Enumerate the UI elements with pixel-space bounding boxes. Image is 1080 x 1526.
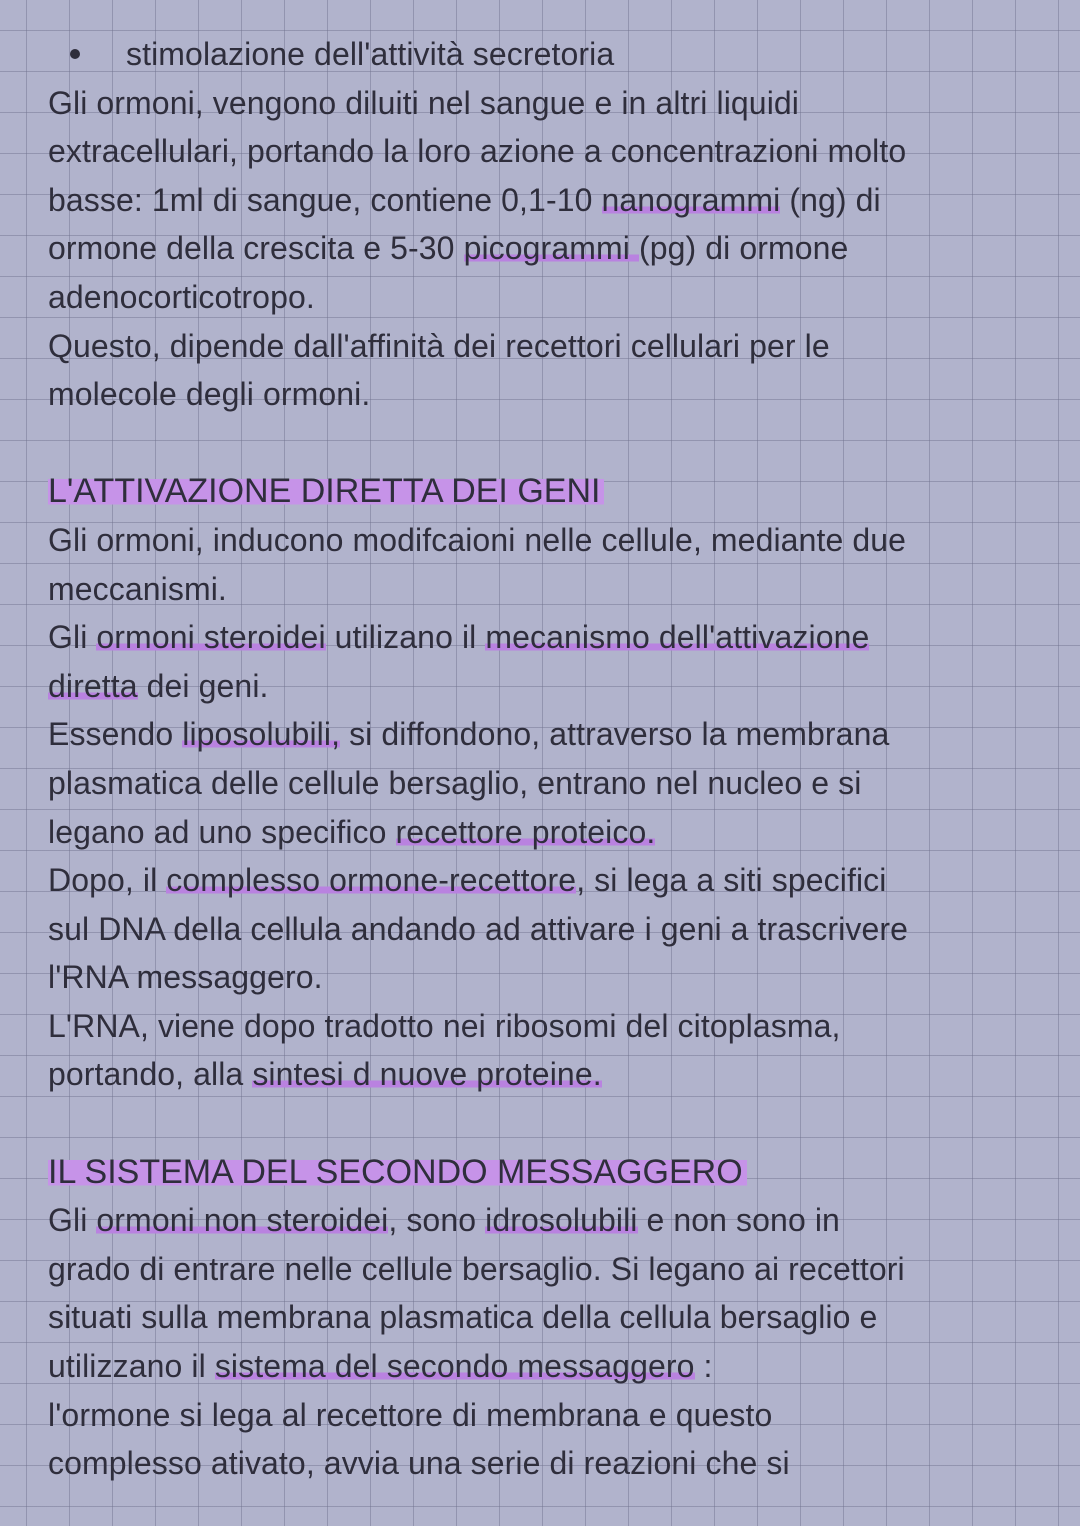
highlighted-term: diretta: [48, 667, 138, 704]
text-line: [48, 565, 1048, 614]
highlighted-term: sistema del secondo messaggero: [214, 1348, 695, 1385]
line-text: e non sono in: [637, 1202, 840, 1239]
text-line: [48, 224, 1048, 273]
text-line: [48, 662, 1048, 711]
highlighted-term: sintesi d nuove proteine.: [252, 1056, 602, 1093]
highlighted-term: mecanismo dell'attivazione: [485, 619, 870, 656]
text-line: [48, 1245, 1048, 1294]
line-text: Essendo: [48, 716, 183, 753]
line-text: complesso ativato, avvia una serie di reazioni che si: [48, 1445, 790, 1482]
line-text: :: [694, 1348, 713, 1385]
line-text: utilizzano il: [48, 1348, 215, 1385]
text-line: [48, 1342, 1048, 1391]
line-text: Gli ormoni, vengono diluiti nel sangue e in altri liquidi: [48, 84, 800, 121]
paragraph-direct-gene-activation: [48, 516, 1048, 1099]
bullet-item: [48, 30, 1048, 79]
line-text: Questo, dipende dall'affinità dei recettori cellulari per le: [48, 327, 830, 364]
line-text: plasmatica delle cellule bersaglio, entrano nel nucleo e si: [48, 764, 862, 801]
line-text: grado di entrare nelle cellule bersaglio. Si legano ai recettori: [48, 1250, 905, 1287]
text-line: [48, 273, 1048, 322]
line-text: adenocorticotropo.: [48, 278, 315, 315]
bullet-text: stimolazione dell'attività secretoria: [126, 36, 615, 72]
paragraph-second-messenger: [48, 1196, 1048, 1488]
line-text: L'RNA, viene dopo tradotto nei ribosomi del citoplasma,: [48, 1007, 841, 1044]
line-text: molecole degli ormoni.: [48, 376, 371, 413]
text-line: [48, 322, 1048, 371]
line-text: , sono: [388, 1202, 486, 1239]
section-heading-second-messenger: [48, 1148, 1048, 1197]
line-text: ormone della crescita e 5-30: [48, 230, 464, 267]
line-text: meccanismi.: [48, 570, 227, 607]
highlighted-term: picogrammi: [463, 230, 639, 267]
highlighted-term: complesso ormone-recettore: [166, 862, 577, 899]
section-heading-direct-activation: [48, 467, 1048, 516]
line-text: (pg) di ormone: [638, 230, 849, 267]
line-text: situati sulla membrana plasmatica della cellula bersaglio e: [48, 1299, 878, 1336]
text-line: [48, 1196, 1048, 1245]
line-text: , si lega a siti specifici: [576, 862, 887, 899]
blank-line: [48, 1099, 1048, 1148]
line-text: legano ad uno specifico: [48, 813, 396, 850]
text-line: [48, 79, 1048, 128]
line-text: (ng) di: [780, 181, 881, 218]
note-page: [48, 30, 1048, 1488]
line-text: l'RNA messaggero.: [48, 959, 323, 996]
text-line: [48, 370, 1048, 419]
line-text: Gli ormoni, inducono modifcaioni nelle cellule, mediante due: [48, 521, 907, 558]
paragraph-hormone-concentration: [48, 79, 1048, 419]
highlighted-term: ormoni non steroidei: [96, 1202, 389, 1239]
text-line: [48, 1391, 1048, 1440]
text-line: [48, 1293, 1048, 1342]
blank-line: [48, 419, 1048, 468]
highlighted-term: ormoni steroidei: [96, 619, 326, 656]
line-text: basse: 1ml di sangue, contiene 0,1-10: [48, 181, 602, 218]
line-text: si diffondono, attraverso la membrana: [340, 716, 890, 753]
line-text: Dopo, il: [48, 862, 167, 899]
text-line: [48, 905, 1048, 954]
bullet-dot-icon: [70, 49, 80, 59]
highlighted-term: nanogrammi: [601, 181, 781, 218]
text-line: [48, 516, 1048, 565]
text-line: [48, 1002, 1048, 1051]
text-line: [48, 953, 1048, 1002]
line-text: l'ormone si lega al recettore di membrana e questo: [48, 1396, 773, 1433]
text-line: [48, 759, 1048, 808]
text-line: [48, 176, 1048, 225]
line-text: sul DNA della cellula andando ad attivare i geni a trascrivere: [48, 910, 909, 947]
line-text: Gli: [48, 1202, 97, 1239]
line-text: utilizano il: [325, 619, 486, 656]
text-line: [48, 1050, 1048, 1099]
line-text: Gli: [48, 619, 97, 656]
text-line: [48, 1439, 1048, 1488]
text-line: [48, 613, 1048, 662]
text-line: [48, 127, 1048, 176]
highlighted-term: recettore proteico.: [395, 813, 656, 850]
line-text: extracellulari, portando la loro azione a concentrazioni molto: [48, 133, 907, 170]
heading-highlight: IL SISTEMA DEL SECONDO MESSAGGERO: [48, 1153, 747, 1191]
text-line: [48, 710, 1048, 759]
text-line: [48, 808, 1048, 857]
text-line: [48, 856, 1048, 905]
highlighted-term: liposolubili,: [182, 716, 341, 753]
line-text: dei geni.: [137, 667, 269, 704]
line-text: portando, alla: [48, 1056, 253, 1093]
heading-highlight: L'ATTIVAZIONE DIRETTA DEI GENI: [48, 472, 604, 510]
highlighted-term: idrosolubili: [485, 1202, 638, 1239]
